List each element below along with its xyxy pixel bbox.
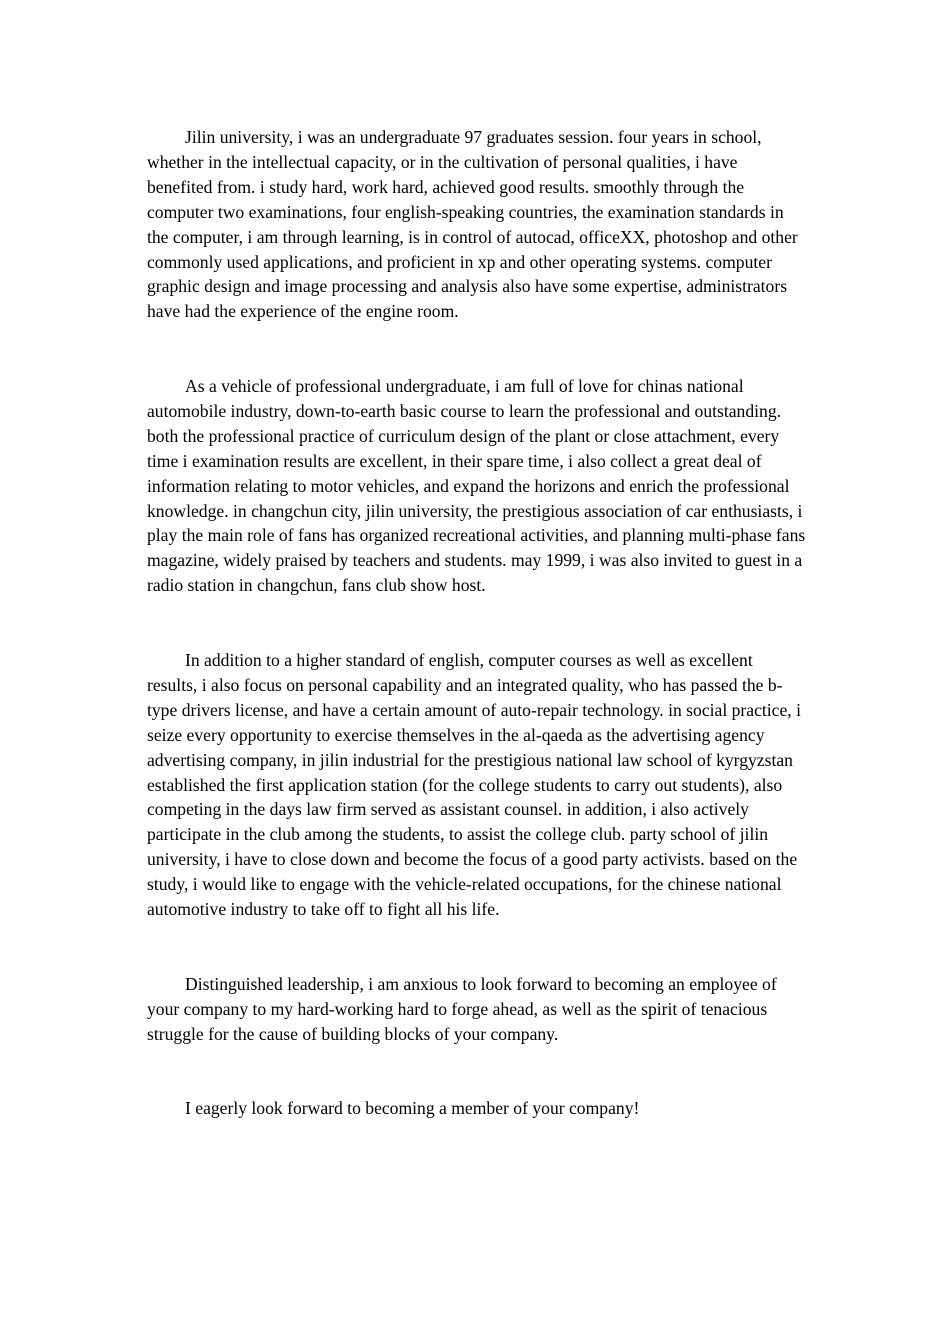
paragraph-closing: I eagerly look forward to becoming a member of your company!	[185, 1098, 640, 1119]
paragraph-aspiration: Distinguished leadership, i am anxious to look forward to becoming an employee of your company to my hard-working hard to forge ahead, as well as the spirit of tenacious struggle for the cause of building blocks of your company.	[147, 973, 777, 1044]
document-page	[147, 125, 807, 1121]
paragraph-practice: In addition to a higher standard of english, computer courses as well as excellent results, i also focus on personal capability and an integrated quality, who has passed the b-type drivers license, and have a certain amount of auto-repair technology. in social practice, i seize every opportunity to exercise themselves in the al-qaeda as the advertising agency advertising company, in jilin industrial for the prestigious national law school of kyrgyzstan established the first application station (for the college students to carry out students), also competing in the days law firm served as assistant counsel. in addition, i also actively participate in the club among the students, to assist the college club. party school of jilin university, i have to close down and become the focus of a good party activists. based on the study, i would like to engage with the vehicle-related occupations, for the chinese national automotive industry to take off to fight all his life.	[147, 650, 801, 920]
paragraph-spacer	[147, 598, 807, 648]
paragraph-education: Jilin university, i was an undergraduate 97 graduates session. four years in school, whether in the intellectual capacity, or in the cultivation of personal qualities, i have benefited from. i study hard, work hard, achieved good results. smoothly through the computer two examinations, four english-speaking countries, the examination standards in the computer, i am through learning, is in control of autocad, officeXX, photoshop and other commonly used applications, and proficient in xp and other operating systems. computer graphic design and image processing and analysis also have some expertise, administrators have had the experience of the engine room.	[147, 127, 798, 322]
paragraph-spacer	[147, 324, 807, 374]
paragraph-professional: As a vehicle of professional undergraduate, i am full of love for chinas national automobile industry, down-to-earth basic course to learn the professional and outstanding. both the professional practice of curriculum design of the plant or close attachment, every time i examination results are excellent, in their spare time, i also collect a great deal of information relating to motor vehicles, and expand the horizons and enrich the professional knowledge. in changchun city, jilin university, the prestigious association of car enthusiasts, i play the main role of fans has organized recreational activities, and planning multi-phase fans magazine, widely praised by teachers and students. may 1999, i was also invited to guest in a radio station in changchun, fans club show host.	[147, 376, 806, 596]
paragraph-spacer	[147, 1046, 807, 1096]
paragraph-spacer	[147, 922, 807, 972]
